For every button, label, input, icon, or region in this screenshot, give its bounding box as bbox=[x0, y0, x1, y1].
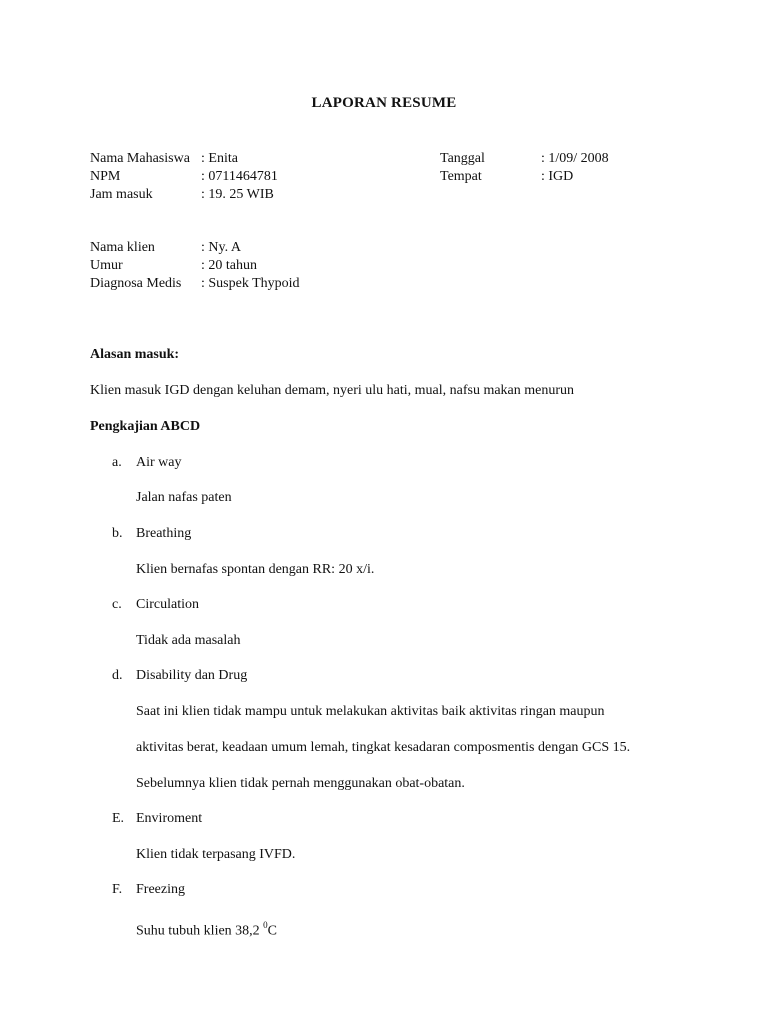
client-age-value: : 20 tahun bbox=[201, 258, 257, 273]
npm-label: NPM bbox=[90, 169, 121, 184]
client-age-row bbox=[90, 257, 257, 275]
item-detail: Saat ini klien tidak mampu untuk melakukan aktivitas baik aktivitas ringan maupun bbox=[136, 704, 605, 719]
place-label: Tempat bbox=[440, 169, 482, 184]
entry-time-label: Jam masuk bbox=[90, 187, 153, 202]
assessment-heading: Pengkajian ABCD bbox=[90, 419, 201, 434]
item-marker: E. bbox=[112, 811, 125, 826]
reason-text: Klien masuk IGD dengan keluhan demam, nyeri ulu hati, mual, nafsu makan menurun bbox=[90, 383, 575, 398]
date-label: Tanggal bbox=[440, 151, 485, 166]
date-row bbox=[440, 150, 609, 168]
student-name-value: : Enita bbox=[201, 151, 238, 166]
client-name-value: : Ny. A bbox=[201, 240, 241, 255]
report-title: LAPORAN RESUME bbox=[311, 95, 457, 111]
item-detail: Sebelumnya klien tidak pernah menggunakan obat-obatan. bbox=[136, 776, 465, 791]
npm-row bbox=[90, 168, 278, 186]
diagnosis-value: : Suspek Thypoid bbox=[201, 276, 300, 291]
degree-superscript: 0 bbox=[263, 920, 268, 930]
item-detail: Jalan nafas paten bbox=[136, 490, 232, 505]
client-name-row bbox=[90, 239, 241, 257]
client-age-label: Umur bbox=[90, 258, 123, 273]
entry-time-row bbox=[90, 186, 274, 204]
item-title: Freezing bbox=[136, 882, 185, 897]
item-title: Enviroment bbox=[136, 811, 203, 826]
item-marker: c. bbox=[112, 597, 122, 612]
item-title: Disability dan Drug bbox=[136, 668, 248, 683]
item-detail: Tidak ada masalah bbox=[136, 633, 241, 648]
temperature-line bbox=[136, 917, 277, 941]
item-detail: Klien tidak terpasang IVFD. bbox=[136, 847, 296, 862]
item-title: Breathing bbox=[136, 526, 192, 541]
student-name-label: Nama Mahasiswa bbox=[90, 151, 190, 166]
npm-value: : 0711464781 bbox=[201, 169, 278, 184]
item-marker: F. bbox=[112, 882, 123, 897]
reason-heading: Alasan masuk: bbox=[90, 347, 180, 362]
item-marker: a. bbox=[112, 455, 122, 470]
diagnosis-row bbox=[90, 275, 300, 293]
client-name-label: Nama klien bbox=[90, 240, 155, 255]
entry-time-value: : 19. 25 WIB bbox=[201, 187, 274, 202]
item-title: Air way bbox=[136, 455, 182, 470]
place-value: : IGD bbox=[541, 169, 574, 184]
diagnosis-label: Diagnosa Medis bbox=[90, 276, 182, 291]
item-title: Circulation bbox=[136, 597, 199, 612]
temperature-text: Suhu tubuh klien 38,2 bbox=[136, 923, 264, 939]
temperature-unit: C bbox=[267, 923, 278, 939]
item-marker: b. bbox=[112, 526, 123, 541]
place-row bbox=[440, 168, 574, 186]
item-detail: aktivitas berat, keadaan umum lemah, tingkat kesadaran composmentis dengan GCS 15. bbox=[136, 740, 631, 755]
date-value: : 1/09/ 2008 bbox=[541, 151, 609, 166]
item-detail: Klien bernafas spontan dengan RR: 20 x/i. bbox=[136, 562, 375, 577]
student-name-row bbox=[90, 150, 238, 168]
item-marker: d. bbox=[112, 668, 123, 683]
